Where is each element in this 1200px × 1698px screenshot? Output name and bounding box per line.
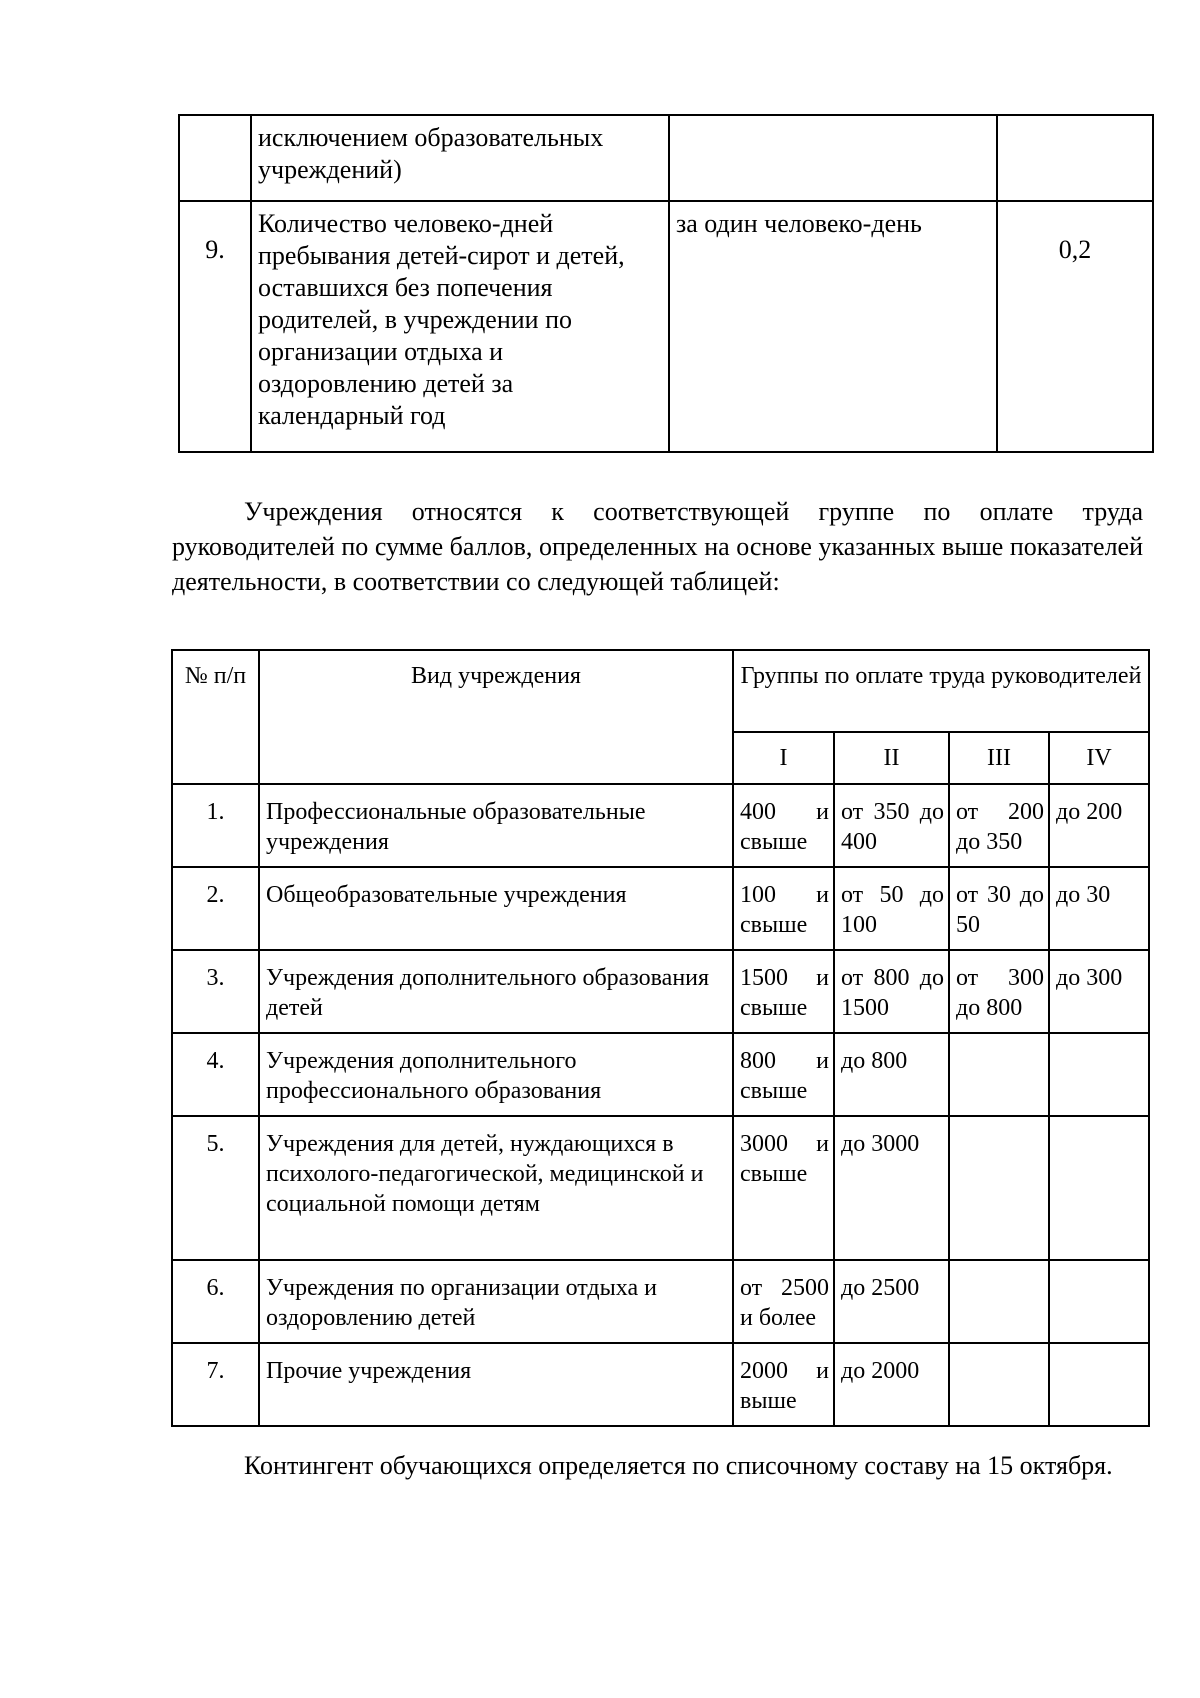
table-row — [172, 784, 1149, 867]
group-1-value: 1500 и свыше — [733, 950, 834, 1033]
row-number: 3. — [172, 950, 259, 1033]
institution-type: Прочие учреждения — [259, 1343, 733, 1426]
group-2-value: до 3000 — [834, 1116, 949, 1260]
institution-type: Учреждения для детей, нуждающихся в психолого-педагогической, медицинской и социальной помощи детям — [259, 1116, 733, 1260]
row-number: 2. — [172, 867, 259, 950]
group-1-value: 800 и свыше — [733, 1033, 834, 1116]
group-3-value: от 300 до 800 — [949, 950, 1049, 1033]
group-4-value — [1049, 1343, 1149, 1426]
table-row — [179, 201, 1153, 452]
unit-text: за один человеко-день — [669, 201, 997, 452]
group-3-value — [949, 1033, 1049, 1116]
institution-type: Учреждения дополнительного профессионального образования — [259, 1033, 733, 1116]
indicator-text: исключением образовательных учреждений) — [251, 115, 669, 201]
table-row — [179, 115, 1153, 201]
body-paragraph: Учреждения относятся к соответствующей группе по оплате труда руководителей по сумме баллов, определенных на основе указанных выше показателей деятельности, в соответствии со следующей таблицей: — [172, 497, 1143, 596]
group-4-value: до 200 — [1049, 784, 1149, 867]
header-institution-type: Вид учреждения — [259, 650, 733, 784]
body-paragraph: Контингент обучающихся определяется по списочному составу на 15 октября. — [244, 1451, 1113, 1480]
institution-type: Учреждения по организации отдыха и оздоровлению детей — [259, 1260, 733, 1343]
group-4-value — [1049, 1116, 1149, 1260]
group-3-value — [949, 1260, 1049, 1343]
group-1-value: 2000 и выше — [733, 1343, 834, 1426]
header-row — [172, 650, 1149, 732]
groups-table-body — [172, 784, 1149, 1426]
header-pay-groups: Группы по оплате труда руководителей — [733, 650, 1149, 732]
group-4-value: до 300 — [1049, 950, 1149, 1033]
group-2-value: от 800 до 1500 — [834, 950, 949, 1033]
group-3-value — [949, 1116, 1049, 1260]
table-row — [172, 1260, 1149, 1343]
institution-type: Профессиональные образовательные учреждения — [259, 784, 733, 867]
row-number: 6. — [172, 1260, 259, 1343]
group-2-value: до 800 — [834, 1033, 949, 1116]
points-value: 0,2 — [997, 201, 1153, 452]
indicator-text: Количество человеко-дней пребывания детей-сирот и детей, оставшихся без попечения родителей, в учреждении по организации отдыха и оздоровлению детей за календарный год — [251, 201, 669, 452]
header-group-2: II — [834, 732, 949, 784]
institution-type: Учреждения дополнительного образования детей — [259, 950, 733, 1033]
row-number: 5. — [172, 1116, 259, 1260]
group-2-value: до 2500 — [834, 1260, 949, 1343]
group-1-value: 100 и свыше — [733, 867, 834, 950]
header-group-3: III — [949, 732, 1049, 784]
header-group-4: IV — [1049, 732, 1149, 784]
group-4-value — [1049, 1260, 1149, 1343]
groups-table — [171, 649, 1150, 1427]
row-number: 7. — [172, 1343, 259, 1426]
group-1-value: от 2500 и более — [733, 1260, 834, 1343]
points-value — [997, 115, 1153, 201]
group-3-value: от 30 до 50 — [949, 867, 1049, 950]
table-row — [172, 1116, 1149, 1260]
header-number: № п/п — [172, 650, 259, 784]
institution-type: Общеобразовательные учреждения — [259, 867, 733, 950]
group-2-value: до 2000 — [834, 1343, 949, 1426]
group-1-value: 3000 и свыше — [733, 1116, 834, 1260]
indicators-table — [178, 114, 1154, 453]
group-4-value: до 30 — [1049, 867, 1149, 950]
group-3-value: от 200 до 350 — [949, 784, 1049, 867]
table-row — [172, 1343, 1149, 1426]
group-3-value — [949, 1343, 1049, 1426]
table-row — [172, 950, 1149, 1033]
table-row — [172, 1033, 1149, 1116]
row-number — [179, 115, 251, 201]
row-number: 1. — [172, 784, 259, 867]
unit-text — [669, 115, 997, 201]
row-number: 4. — [172, 1033, 259, 1116]
table-row — [172, 867, 1149, 950]
group-2-value: от 350 до 400 — [834, 784, 949, 867]
group-4-value — [1049, 1033, 1149, 1116]
header-group-1: I — [733, 732, 834, 784]
row-number: 9. — [179, 201, 251, 452]
group-2-value: от 50 до 100 — [834, 867, 949, 950]
group-1-value: 400 и свыше — [733, 784, 834, 867]
